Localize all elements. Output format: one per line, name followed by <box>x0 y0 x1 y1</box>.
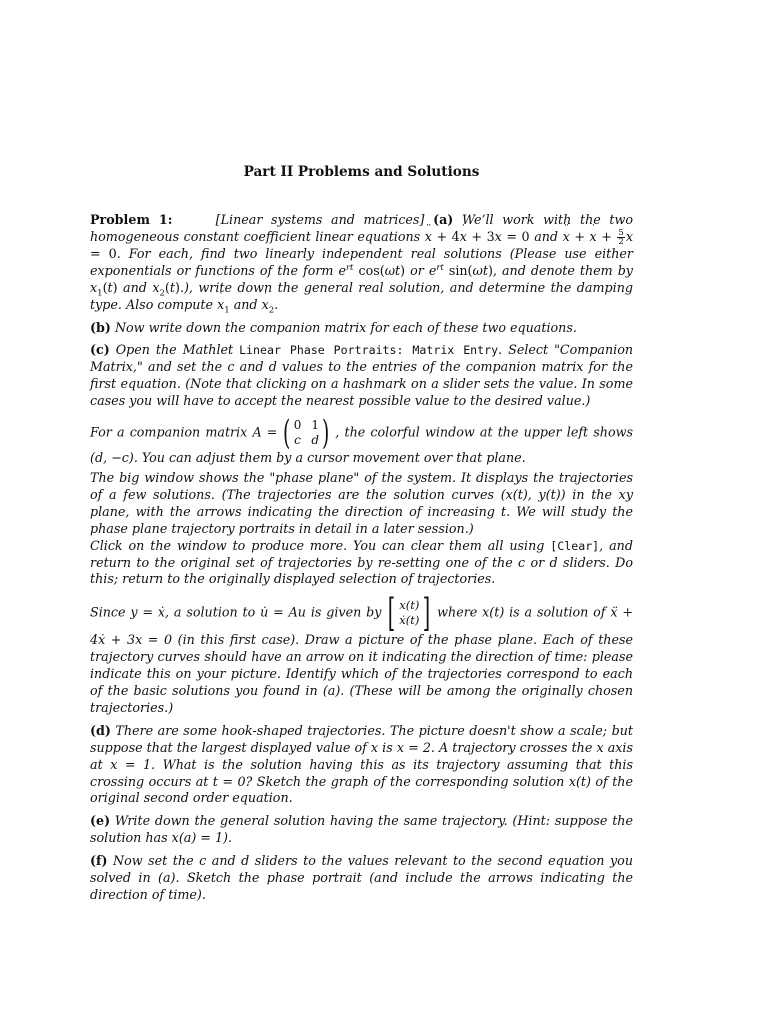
companion-text-1: For a companion matrix A = <box>90 424 278 440</box>
document-page <box>90 163 633 910</box>
click-text-2: , and return to the original set of trajectories by re-setting one of the c or d sliders. Do this; return to the originally displayed selection of trajectories. <box>90 537 633 587</box>
part-f-label: (f) <box>90 853 108 869</box>
click-text-1: Click on the window to produce more. You can clear them all using <box>90 537 545 553</box>
vector-entry: x(t) <box>399 598 420 613</box>
part-b-text: Now write down the companion matrix for each of these two equations. <box>114 319 577 335</box>
solution-vector: [ x(t) ẋ(t) ] <box>388 591 431 636</box>
matrix-cell: c <box>294 433 301 448</box>
part-e-text: Write down the general solution having the same trajectory. (Hint: suppose the solution has x(a) = 1). <box>90 813 633 846</box>
part-a-paragraph: Problem 1: [Linear systems and matrices] (a) We’ll work with the two homogeneous constant coefficient linear equations x ¨ + 4x ˙ + 3x = 0 and x ¨ + x ˙ + $\frac{5}{2}$ x = 0. For each, find two linearly independent real solutions (Please use either exponentials or functions of the form $e^{rt}$ cos(ωt) or $e^{rt}$ sin(ωt), and denote them by $x_1(t)$ and $x_2(t)$.), write down the general real solution, and determine the damping type. Also compute x $˙_1$ and x $˙_2$. <box>90 212 633 314</box>
problem-topic: [Linear systems and matrices] <box>215 212 425 227</box>
since-text-1: Since y = ẋ, a solution to u̇ = Au is given by <box>90 604 382 620</box>
companion-matrix: ( 0 1 c d ) <box>283 413 330 454</box>
problem-label: Problem 1: <box>90 212 173 227</box>
part-d-text: There are some hook-shaped trajectories. The picture doesn't show a scale; but suppose that the largest displayed value of x is x = 2. A trajectory crosses the x axis at x = 1. What is the solution having this as its trajectory assuming that this crossing occurs at t = 0? Sketch the graph of the corresponding solution x(t) of the original second order equation. <box>90 722 633 806</box>
click-paragraph <box>90 538 633 589</box>
part-f-text: Now set the c and d sliders to the values relevant to the second equation you solved in (a). Sketch the phase portrait (and include the arrows indicating the direction of time). <box>90 853 633 902</box>
phase-plane-paragraph <box>90 470 633 538</box>
page-title: Part II Problems and Solutions <box>243 164 480 180</box>
since-paragraph <box>90 591 633 717</box>
part-f-paragraph <box>90 853 633 904</box>
phase-plane-text: The big window shows the "phase plane" of the system. It displays the trajectories of a few solutions. (The trajectories are the solution curves (x(t), y(t)) in the xy plane, with the arrows indicating the direction of increasing t. We will study the phase plane trajectory portraits in detail in a later session.) <box>90 469 633 536</box>
part-c-label: (c) <box>90 342 110 358</box>
matrix-cell: 1 <box>311 418 319 433</box>
part-b-label: (b) <box>90 319 111 335</box>
mathlet-name: Linear Phase Portraits: Matrix Entry <box>239 343 499 358</box>
vector-entry: ẋ(t) <box>399 613 420 628</box>
part-b-paragraph <box>90 320 633 337</box>
part-d-label: (d) <box>90 722 111 738</box>
part-e-label: (e) <box>90 813 111 829</box>
part-e-paragraph <box>90 813 633 847</box>
companion-paragraph <box>90 413 633 467</box>
part-d-paragraph <box>90 723 633 808</box>
companion-text-2: , the colorful window at the upper left shows (d, −c). You can adjust them by a cursor movement over that plane. <box>90 424 633 466</box>
matrix-cell: 0 <box>293 418 302 433</box>
clear-button-label: [Clear] <box>550 538 600 553</box>
part-c-text: Select "Companion Matrix," and set the c and d values to the entries of the companion matrix for the first equation. (Note that clicking on a hashmark on a slider sets the value. In some cases you will have to accept the nearest possible value to the desired value.) <box>90 342 634 409</box>
matrix-cell: d <box>311 433 320 448</box>
part-a-label: (a) <box>433 212 454 227</box>
part-c-paragraph: (c) Open the Mathlet Linear Phase Portraits: Matrix Entry. Select "Companion Matrix," and set the c and d values to the entries of the companion matrix for the first equation. (Note that clicking on a hashmark on a slider sets the value. In some cases you will have to accept the nearest possible value to the desired value.) <box>90 342 634 409</box>
since-text-2: where x(t) is a solution of ẍ + 4ẋ + 3x = 0 (in this first case). Draw a picture of the phase plane. Each of these trajectory curves should have an arrow on it indicating the direction of time: please indicate this on your picture. Identify which of the trajectories correspond to each of the basic solutions you found in (a). (These will be among the originally chosen trajectories.) <box>90 604 633 715</box>
